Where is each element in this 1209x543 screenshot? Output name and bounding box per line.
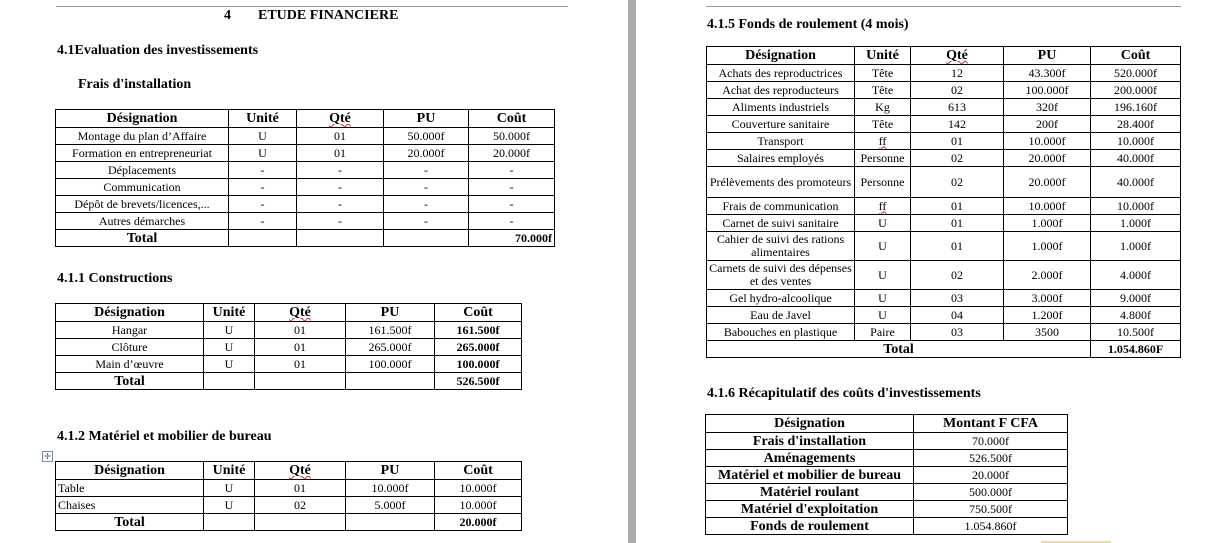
total-value: 20.000f [435, 514, 522, 531]
designation-cell: Matériel et mobilier de bureau [706, 467, 914, 484]
chapter-number: 4 [224, 8, 231, 23]
empty-cell [346, 373, 435, 390]
table-row [707, 307, 1181, 324]
unit-cell: Tête [855, 116, 911, 133]
unit-cell: U [229, 145, 297, 162]
column-header: Qté [297, 110, 384, 128]
unit-cell: Personne [855, 150, 911, 167]
unit-cell: U [204, 322, 255, 339]
right-page [636, 0, 1209, 543]
price-cell: 320f [1004, 99, 1091, 116]
cost-cell: 161.500f [435, 322, 522, 339]
cost-cell: - [469, 162, 555, 179]
price-cell: - [384, 196, 469, 213]
column-header: Unité [204, 462, 255, 480]
table-row [56, 196, 555, 213]
designation-cell: Aliments industriels [707, 99, 855, 116]
unit-cell: Paire [855, 324, 911, 341]
unit-cell: Tête [855, 65, 911, 82]
amount-cell: 526.500f [914, 450, 1068, 467]
cost-cell: 520.000f [1091, 65, 1181, 82]
total-value: 526.500f [435, 373, 522, 390]
empty-cell [204, 514, 255, 531]
column-header: Coût [469, 110, 555, 128]
unit-cell: U [204, 497, 255, 514]
designation-cell: Matériel d'exploitation [706, 501, 914, 518]
table-row [707, 232, 1181, 261]
unit-cell: - [229, 196, 297, 213]
qty-cell: - [297, 179, 384, 196]
qty-cell: 613 [911, 99, 1004, 116]
table-row [706, 484, 1068, 501]
designation-cell: Cahier de suivi des rations alimentaires [707, 232, 855, 261]
unit-cell: Tête [855, 82, 911, 99]
qty-cell: 01 [255, 480, 346, 497]
recap-heading: 4.1.6 Récapitulatif des coûts d'investissements [707, 386, 981, 401]
cost-cell: - [469, 196, 555, 213]
chapter-title: ETUDE FINANCIERE [258, 8, 399, 23]
price-cell: 100.000f [346, 356, 435, 373]
cost-cell: 28.400f [1091, 116, 1181, 133]
qty-cell: 01 [911, 198, 1004, 215]
unit-cell: U [855, 261, 911, 290]
cost-cell: 10.000f [435, 497, 522, 514]
cost-cell: 4.000f [1091, 261, 1181, 290]
total-label: Total [56, 373, 204, 390]
qty-cell: 02 [255, 497, 346, 514]
cost-cell: 265.000f [435, 339, 522, 356]
qty-cell: 02 [911, 82, 1004, 99]
cost-cell: 200.000f [1091, 82, 1181, 99]
header-rule [706, 6, 1181, 7]
price-cell: 5.000f [346, 497, 435, 514]
column-header: Unité [855, 47, 911, 65]
table-row [706, 518, 1068, 535]
table-row [707, 290, 1181, 307]
table-row [707, 116, 1181, 133]
designation-cell: Communication [56, 179, 229, 196]
cost-cell: 10.000f [435, 480, 522, 497]
price-cell: 10.000f [1004, 133, 1091, 150]
cost-cell: 9.000f [1091, 290, 1181, 307]
unit-cell: Personne [855, 167, 911, 198]
recap-table [705, 414, 1068, 535]
column-header: Désignation [707, 47, 855, 65]
constructions-table [55, 303, 522, 390]
cost-cell: - [469, 213, 555, 230]
price-cell: 10.000f [1004, 198, 1091, 215]
qty-cell: 03 [911, 290, 1004, 307]
cost-cell: 1.000f [1091, 215, 1181, 232]
qty-cell: 04 [911, 307, 1004, 324]
qty-cell: 01 [297, 145, 384, 162]
unit-cell: U [855, 290, 911, 307]
total-label: Total [707, 341, 1091, 358]
price-cell: 3.000f [1004, 290, 1091, 307]
qty-cell: 02 [911, 150, 1004, 167]
table-row [707, 324, 1181, 341]
empty-cell [255, 373, 346, 390]
cost-cell: 4.800f [1091, 307, 1181, 324]
unit-cell: U [204, 480, 255, 497]
column-header: Coût [1091, 47, 1181, 65]
total-row [56, 514, 522, 531]
cost-cell: 196.160f [1091, 99, 1181, 116]
unit-cell: - [229, 213, 297, 230]
table-row [706, 450, 1068, 467]
table-row [707, 82, 1181, 99]
price-cell: 20.000f [1004, 167, 1091, 198]
qty-cell: 03 [911, 324, 1004, 341]
table-row [56, 145, 555, 162]
designation-cell: Salaires employés [707, 150, 855, 167]
cost-cell: 40.000f [1091, 150, 1181, 167]
table-row [707, 65, 1181, 82]
designation-cell: Formation en entrepreneuriat [56, 145, 229, 162]
designation-cell: Fonds de roulement [706, 518, 914, 535]
column-header: PU [346, 304, 435, 322]
qty-cell: 01 [255, 322, 346, 339]
designation-cell: Montage du plan d’Affaire [56, 128, 229, 145]
designation-cell: Clôture [56, 339, 204, 356]
price-cell: 3500 [1004, 324, 1091, 341]
designation-cell: Transport [707, 133, 855, 150]
empty-cell [297, 230, 384, 247]
price-cell: - [384, 162, 469, 179]
amount-cell: 20.000f [914, 467, 1068, 484]
unit-cell: ff [855, 198, 911, 215]
price-cell: 2.000f [1004, 261, 1091, 290]
designation-cell: Frais de communication [707, 198, 855, 215]
designation-cell: Autres démarches [56, 213, 229, 230]
cost-cell: 10.500f [1091, 324, 1181, 341]
materiel-table [55, 461, 522, 531]
designation-cell: Déplacements [56, 162, 229, 179]
designation-cell: Matériel roulant [706, 484, 914, 501]
designation-cell: Carnets de suivi des dépenses et des ventes [707, 261, 855, 290]
unit-cell: U [204, 339, 255, 356]
qty-cell: 12 [911, 65, 1004, 82]
table-row [56, 480, 522, 497]
empty-cell [384, 230, 469, 247]
qty-cell: - [297, 196, 384, 213]
column-header: Unité [229, 110, 297, 128]
table-move-handle-icon[interactable]: ✛ [42, 451, 53, 462]
qty-cell: 01 [297, 128, 384, 145]
cost-cell: 10.000f [1091, 198, 1181, 215]
qty-cell: 02 [911, 261, 1004, 290]
qty-cell: - [297, 162, 384, 179]
table-row [56, 356, 522, 373]
designation-cell: Babouches en plastique [707, 324, 855, 341]
column-header: PU [1004, 47, 1091, 65]
installation-heading: Frais d'installation [78, 77, 192, 92]
price-cell: 265.000f [346, 339, 435, 356]
total-row [56, 373, 522, 390]
designation-cell: Couverture sanitaire [707, 116, 855, 133]
table-row [707, 167, 1181, 198]
amount-cell: 750.500f [914, 501, 1068, 518]
total-value: 1.054.860F [1091, 341, 1181, 358]
total-row [707, 341, 1181, 358]
cost-cell: 20.000f [469, 145, 555, 162]
qty-cell: 01 [911, 232, 1004, 261]
price-cell: 43.300f [1004, 65, 1091, 82]
table-header-row [706, 415, 1068, 433]
qty-cell: 01 [255, 356, 346, 373]
unit-cell: U [855, 215, 911, 232]
total-label: Total [56, 230, 229, 247]
chapter-heading [224, 8, 398, 24]
column-header: Qté [255, 304, 346, 322]
table-row [707, 99, 1181, 116]
qty-cell: 01 [911, 133, 1004, 150]
qty-cell: 01 [911, 215, 1004, 232]
column-header: Désignation [56, 304, 204, 322]
table-row [56, 179, 555, 196]
amount-cell: 1.054.860f [914, 518, 1068, 535]
column-header: Désignation [56, 462, 204, 480]
unit-cell: ff [855, 133, 911, 150]
table-header-row [56, 304, 522, 322]
total-label: Total [56, 514, 204, 531]
price-cell: 161.500f [346, 322, 435, 339]
table-row [707, 150, 1181, 167]
unit-cell: U [229, 128, 297, 145]
qty-cell: 01 [255, 339, 346, 356]
designation-cell: Chaises [56, 497, 204, 514]
price-cell: 1.200f [1004, 307, 1091, 324]
designation-cell: Carnet de suivi sanitaire [707, 215, 855, 232]
empty-cell [204, 373, 255, 390]
table-row [706, 467, 1068, 484]
column-header: Coût [435, 304, 522, 322]
table-row [56, 213, 555, 230]
section-heading: 4.1Evaluation des investissements [57, 43, 259, 58]
amount-cell: 70.000f [914, 433, 1068, 450]
designation-cell: Achats des reproductrices [707, 65, 855, 82]
column-header: Qté [255, 462, 346, 480]
table-row [56, 322, 522, 339]
cost-cell: 100.000f [435, 356, 522, 373]
price-cell: - [384, 179, 469, 196]
designation-cell: Prélèvements des promoteurs [707, 167, 855, 198]
empty-cell [255, 514, 346, 531]
column-header: PU [346, 462, 435, 480]
price-cell: - [384, 213, 469, 230]
designation-cell: Dépôt de brevets/licences,... [56, 196, 229, 213]
table-row [707, 198, 1181, 215]
designation-cell: Main d’œuvre [56, 356, 204, 373]
table-row [707, 215, 1181, 232]
designation-cell: Gel hydro-alcoolique [707, 290, 855, 307]
price-cell: 50.000f [384, 128, 469, 145]
cost-cell: 50.000f [469, 128, 555, 145]
qty-cell: - [297, 213, 384, 230]
unit-cell: - [229, 179, 297, 196]
fonds-table [706, 46, 1181, 358]
table-row [706, 501, 1068, 518]
cost-cell: 1.000f [1091, 232, 1181, 261]
table-row [56, 339, 522, 356]
header-rule [56, 6, 568, 7]
column-header: Désignation [706, 415, 914, 433]
price-cell: 1.000f [1004, 215, 1091, 232]
amount-cell: 500.000f [914, 484, 1068, 501]
unit-cell: Kg [855, 99, 911, 116]
column-header: Désignation [56, 110, 229, 128]
designation-cell: Aménagements [706, 450, 914, 467]
table-row [707, 261, 1181, 290]
table-header-row [707, 47, 1181, 65]
cost-cell: - [469, 179, 555, 196]
unit-cell: - [229, 162, 297, 179]
fonds-heading: 4.1.5 Fonds de roulement (4 mois) [707, 17, 909, 32]
installation-table [55, 109, 555, 247]
price-cell: 10.000f [346, 480, 435, 497]
column-header: Qté [911, 47, 1004, 65]
table-header-row [56, 110, 555, 128]
unit-cell: U [204, 356, 255, 373]
designation-cell: Table [56, 480, 204, 497]
qty-cell: 142 [911, 116, 1004, 133]
table-row [706, 433, 1068, 450]
table-row [56, 162, 555, 179]
designation-cell: Achat des reproducteurs [707, 82, 855, 99]
total-value: 70.000f [469, 230, 555, 247]
designation-cell: Frais d'installation [706, 433, 914, 450]
constructions-heading: 4.1.1 Constructions [57, 271, 173, 286]
unit-cell: U [855, 307, 911, 324]
qty-cell: 02 [911, 167, 1004, 198]
total-row [56, 230, 555, 247]
table-header-row [56, 462, 522, 480]
price-cell: 20.000f [384, 145, 469, 162]
unit-cell: U [855, 232, 911, 261]
designation-cell: Eau de Javel [707, 307, 855, 324]
designation-cell: Hangar [56, 322, 204, 339]
cost-cell: 40.000f [1091, 167, 1181, 198]
column-header: Montant F CFA [914, 415, 1068, 433]
column-header: Coût [435, 462, 522, 480]
price-cell: 20.000f [1004, 150, 1091, 167]
price-cell: 100.000f [1004, 82, 1091, 99]
price-cell: 1.000f [1004, 232, 1091, 261]
column-header: Unité [204, 304, 255, 322]
empty-cell [229, 230, 297, 247]
table-row [56, 128, 555, 145]
cost-cell: 10.000f [1091, 133, 1181, 150]
materiel-heading: 4.1.2 Matériel et mobilier de bureau [57, 429, 272, 444]
table-row [56, 497, 522, 514]
price-cell: 200f [1004, 116, 1091, 133]
empty-cell [346, 514, 435, 531]
column-header: PU [384, 110, 469, 128]
table-row [707, 133, 1181, 150]
